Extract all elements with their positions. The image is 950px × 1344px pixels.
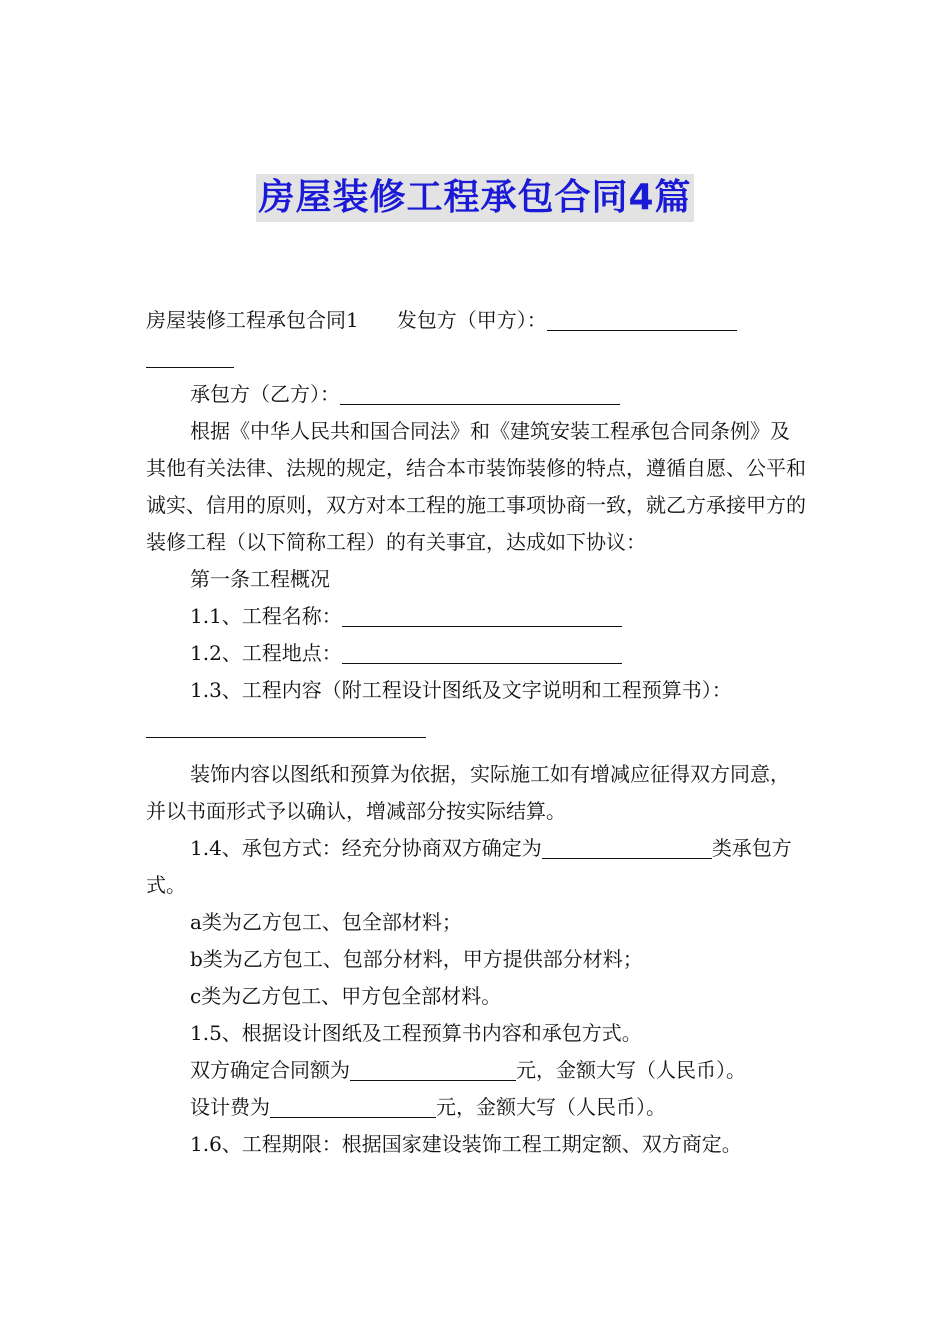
contract-mode-suffix: 类承包方式。	[146, 836, 792, 897]
section-1-heading: 第一条工程概况	[190, 567, 330, 591]
party-b-blank[interactable]	[340, 382, 620, 405]
project-content-blank[interactable]	[146, 715, 426, 738]
design-fee-label: 设计费为	[190, 1095, 270, 1119]
line-project-content	[146, 672, 806, 709]
option-c: c类为乙方包工、甲方包全部材料。	[190, 984, 502, 1008]
paragraph-intro: 根据《中华人民共和国合同法》和《建筑安装工程承包合同条例》及其他有关法律、法规的规定，结合本市装饰装修的特点，遵循自愿、公平和诚实、信用的原则，双方对本工程的施工事项协商一致，就乙方承接甲方的装修工程（以下简称工程）的有关事宜，达成如下协议：	[146, 419, 806, 554]
design-fee-blank[interactable]	[270, 1095, 436, 1118]
party-b-label: 承包方（乙方）：	[190, 382, 340, 406]
line-design-fee	[146, 1089, 806, 1126]
contract-mode-blank[interactable]	[542, 836, 712, 859]
project-location-label: 1.2、工程地点：	[190, 641, 342, 665]
line-contract-amount	[146, 1052, 806, 1089]
contract-mode-label: 1.4、承包方式：经充分协商双方确定为	[190, 836, 542, 860]
option-b: b类为乙方包工、包部分材料，甲方提供部分材料；	[190, 947, 643, 971]
title-wrap	[0, 174, 950, 222]
line-project-location	[146, 635, 806, 672]
document-body	[146, 302, 806, 1163]
line-project-content-cont	[146, 709, 806, 746]
line-project-name	[146, 598, 806, 635]
project-name-label: 1.1、工程名称：	[190, 604, 342, 628]
section-1-5: 1.5、根据设计图纸及工程预算书内容和承包方式。	[190, 1021, 642, 1045]
line-contract-mode	[146, 830, 806, 904]
line-party-a-cont	[146, 339, 806, 376]
line-party-a	[146, 302, 806, 339]
project-name-blank[interactable]	[342, 604, 622, 627]
design-fee-suffix: 元，金额大写（人民币）。	[436, 1095, 666, 1119]
project-content-label: 1.3、工程内容（附工程设计图纸及文字说明和工程预算书）：	[190, 678, 732, 702]
contract-subtitle: 房屋装修工程承包合同1	[146, 308, 359, 332]
contract-amount-label: 双方确定合同额为	[190, 1058, 350, 1082]
project-location-blank[interactable]	[342, 641, 622, 664]
contract-amount-blank[interactable]	[350, 1058, 516, 1081]
line-party-b	[146, 376, 806, 413]
section-1-6: 1.6、工程期限：根据国家建设装饰工程工期定额、双方商定。	[190, 1132, 742, 1156]
party-a-blank-cont[interactable]	[146, 345, 234, 368]
party-a-blank[interactable]	[547, 308, 737, 331]
option-a: a类为乙方包工、包全部材料；	[190, 910, 462, 934]
document-title: 房屋装修工程承包合同4篇	[256, 174, 693, 222]
contract-amount-suffix: 元，金额大写（人民币）。	[516, 1058, 746, 1082]
party-a-label: 发包方（甲方）：	[396, 308, 547, 332]
paragraph-content-basis: 装饰内容以图纸和预算为依据，实际施工如有增减应征得双方同意，并以书面形式予以确认，增减部分按实际结算。	[146, 762, 790, 823]
